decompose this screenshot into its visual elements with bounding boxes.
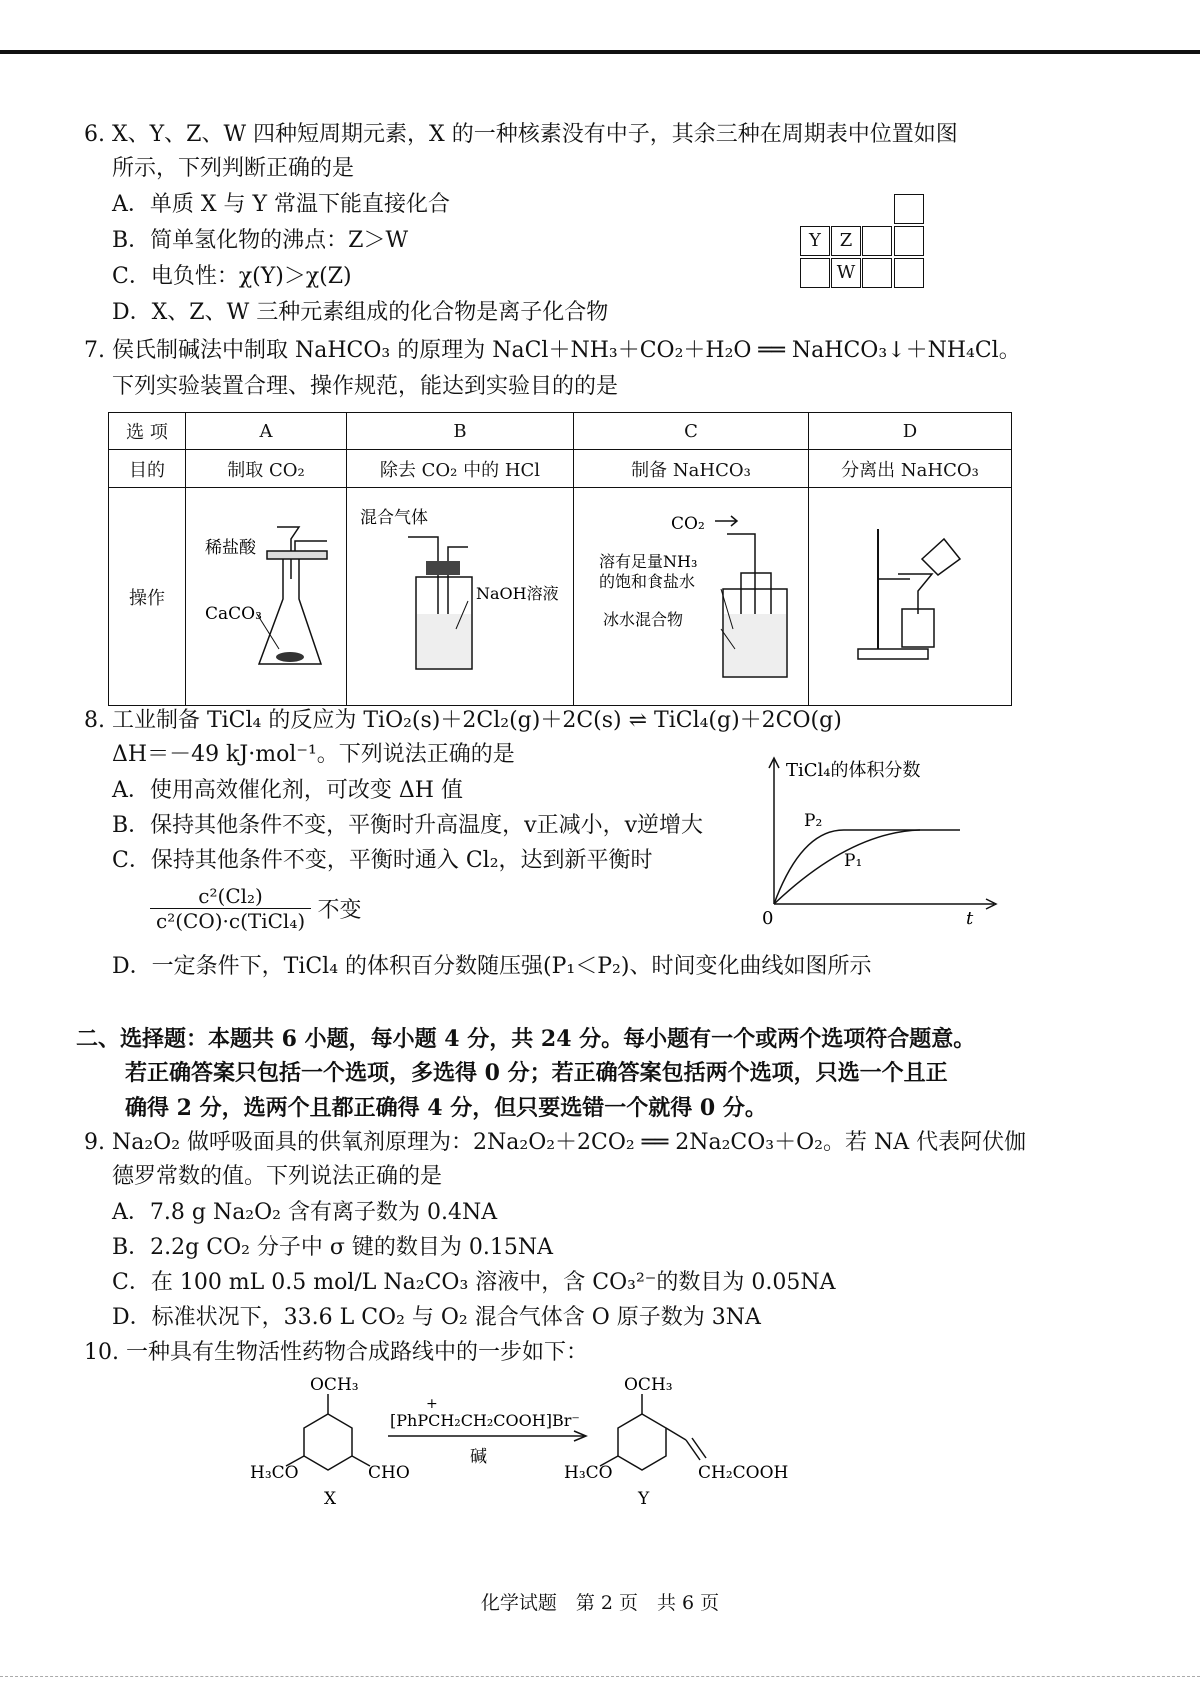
grid-cell-empty <box>862 258 892 288</box>
q8-stem-line1: 8. 工业制备 TiCl₄ 的反应为 TiO₂(s)＋2Cl₂(g)＋2C(s) ⇌ TiCl₄(g)＋2CO(g) <box>84 708 842 733</box>
table-header-cell: A <box>186 413 347 450</box>
grid-cell-empty <box>894 194 924 224</box>
apparatus-b <box>347 488 574 706</box>
grid-cell-empty <box>862 226 892 256</box>
wash-bottle-diagram <box>348 489 572 699</box>
grid-cell-w: W <box>831 258 861 288</box>
q6-stem-line1: 6. X、Y、Z、W 四种短周期元素，X 的一种核素没有中子，其余三种在周期表中位置如图 <box>84 122 958 147</box>
graph-origin: 0 <box>762 908 774 929</box>
x-right-group: CHO <box>368 1463 410 1483</box>
liquid-label: NaOH溶液 <box>476 584 559 603</box>
q8-fraction <box>150 884 362 933</box>
table-cell: 除去 CO₂ 中的 HCl <box>347 450 574 488</box>
x-left-group: H₃CO <box>250 1463 299 1483</box>
ice-label: 冰水混合物 <box>603 610 684 629</box>
q9-stem-line2: 德罗常数的值。下列说法正确的是 <box>112 1164 443 1189</box>
q8-option-c: C．保持其他条件不变，平衡时通入 Cl₂，达到新平衡时 <box>112 848 653 873</box>
filtration-diagram <box>810 489 1010 699</box>
top-rule <box>0 50 1200 54</box>
apparatus-d <box>809 488 1012 706</box>
section2-line3: 确得 2 分，选两个且都正确得 4 分，但只要选错一个就得 0 分。 <box>125 1095 767 1121</box>
table-header-cell: C <box>574 413 809 450</box>
y-right-group: CH₂COOH <box>698 1463 789 1483</box>
reagent-plus: + <box>426 1396 438 1412</box>
table-header-cell: B <box>347 413 574 450</box>
q8-option-d: D．一定条件下，TiCl₄ 的体积百分数随压强(P₁＜P₂)、时间变化曲线如图所示 <box>112 954 872 979</box>
q8-stem-line2: ΔH＝－49 kJ·mol⁻¹。下列说法正确的是 <box>112 742 515 767</box>
table-cell: 操作 <box>109 488 186 706</box>
acid-label: 稀盐酸 <box>205 538 256 558</box>
grid-cell-empty <box>800 258 830 288</box>
q10-reaction-scheme <box>230 1374 870 1510</box>
grid-cell-z: Z <box>831 226 861 256</box>
q9-option-c: C．在 100 mL 0.5 mol/L Na₂CO₃ 溶液中，含 CO₃²⁻的数目为 0.05NA <box>112 1270 836 1295</box>
q6-stem-line2: 所示，下列判断正确的是 <box>112 156 355 181</box>
graph-ylabel: TiCl₄的体积分数 <box>786 760 921 781</box>
q9-option-a: A．7.8 g Na₂O₂ 含有离子数为 0.4NA <box>112 1200 498 1225</box>
q7-stem-line2: 下列实验装置合理、操作规范，能达到实验目的的是 <box>112 374 619 399</box>
label-p2: P₂ <box>804 811 823 831</box>
q6-option-a: A．单质 X 与 Y 常温下能直接化合 <box>112 192 451 217</box>
fraction-tail: 不变 <box>317 898 362 923</box>
q8-graph <box>750 752 1010 932</box>
q6-option-b: B．简单氢化物的沸点：Z＞W <box>112 228 409 253</box>
fraction-numerator: c²(Cl₂) <box>150 884 311 909</box>
y-label: Y <box>638 1489 650 1509</box>
base-label: 碱 <box>470 1447 487 1467</box>
reagent-label: [PhPCH₂CH₂COOH]Br⁻ <box>390 1411 580 1430</box>
section2-line1: 二、选择题：本题共 6 小题，每小题 4 分，共 24 分。每小题有一个或两个选项符合题意。 <box>76 1026 976 1052</box>
flask-diagram <box>187 489 345 699</box>
solid-label: CaCO₃ <box>205 604 262 624</box>
fraction-denominator: c²(CO)·c(TiCl₄) <box>156 909 306 933</box>
section2-line2: 若正确答案只包括一个选项，多选得 0 分；若正确答案包括两个选项，只选一个且正 <box>125 1060 948 1086</box>
x-label: X <box>324 1489 337 1509</box>
x-top-group: OCH₃ <box>310 1375 359 1395</box>
grid-cell-y: Y <box>800 226 830 256</box>
gas-label: 混合气体 <box>360 508 428 528</box>
q7-table <box>108 412 1012 706</box>
solution-label-2: 的饱和食盐水 <box>599 572 696 591</box>
q8-option-b: B．保持其他条件不变，平衡时升高温度，v正减小，v逆增大 <box>112 813 704 838</box>
q10-stem: 10. 一种具有生物活性药物合成路线中的一步如下： <box>84 1340 588 1365</box>
solution-label-1: 溶有足量NH₃ <box>599 552 698 571</box>
q6-option-c: C．电负性：χ(Y)＞χ(Z) <box>112 264 352 289</box>
y-top-group: OCH₃ <box>624 1375 673 1395</box>
table-header-cell: D <box>809 413 1012 450</box>
table-cell: 分离出 NaHCO₃ <box>809 450 1012 488</box>
ice-bath-diagram <box>575 489 807 699</box>
q6-option-d: D．X、Z、W 三种元素组成的化合物是离子化合物 <box>112 300 609 325</box>
apparatus-c <box>574 488 809 706</box>
graph-xlabel: t <box>966 908 974 929</box>
table-cell: 制取 CO₂ <box>186 450 347 488</box>
q9-stem-line1: 9. Na₂O₂ 做呼吸面具的供氧剂原理为：2Na₂O₂＋2CO₂ ══ 2Na₂CO₃＋O₂。若 NA 代表阿伏伽 <box>84 1130 1027 1155</box>
bottom-divider <box>0 1676 1200 1677</box>
table-header-cell: 选 项 <box>109 413 186 450</box>
apparatus-a <box>186 488 347 706</box>
q9-option-d: D．标准状况下，33.6 L CO₂ 与 O₂ 混合气体含 O 原子数为 3NA <box>112 1305 761 1330</box>
page-footer: 化学试题 第 2 页 共 6 页 <box>480 1592 720 1614</box>
benzene-ring-y <box>618 1414 666 1470</box>
co2-label: CO₂ <box>671 514 705 534</box>
label-p1: P₁ <box>844 851 863 871</box>
benzene-ring-x <box>304 1414 352 1470</box>
grid-cell-empty <box>894 258 924 288</box>
table-cell: 制备 NaHCO₃ <box>574 450 809 488</box>
table-cell: 目的 <box>109 450 186 488</box>
grid-cell-empty <box>894 226 924 256</box>
y-left-group: H₃CO <box>564 1463 613 1483</box>
q8-option-a: A．使用高效催化剂，可改变 ΔH 值 <box>112 778 463 803</box>
q9-option-b: B．2.2g CO₂ 分子中 σ 键的数目为 0.15NA <box>112 1235 554 1260</box>
q7-stem-line1: 7. 侯氏制碱法中制取 NaHCO₃ 的原理为 NaCl＋NH₃＋CO₂＋H₂O ══ NaHCO₃↓＋NH₄Cl。 <box>84 338 1021 363</box>
